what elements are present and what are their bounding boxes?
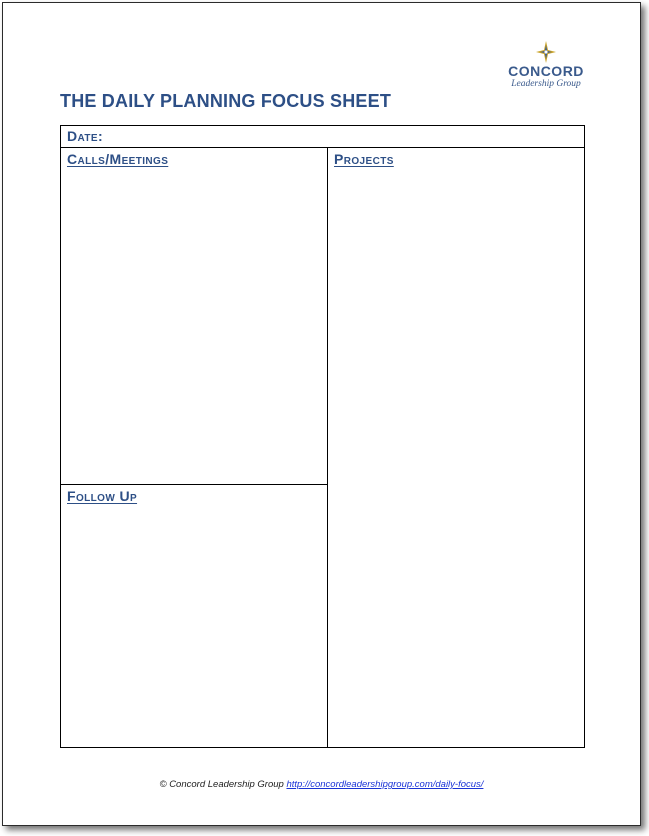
footer-link[interactable]: http://concordleadershipgroup.com/daily-focus/: [286, 779, 484, 790]
compass-star-icon: [536, 41, 556, 63]
date-label: Date:: [67, 128, 104, 144]
projects-box[interactable]: [328, 148, 584, 747]
page-title: THE DAILY PLANNING FOCUS SHEET: [60, 91, 392, 111]
calls-meetings-box[interactable]: [61, 148, 328, 485]
date-row[interactable]: [61, 126, 584, 148]
follow-up-heading: Follow Up: [67, 488, 138, 504]
projects-heading: Projects: [334, 151, 394, 167]
logo-tagline: Leadership Group: [511, 79, 581, 89]
document-page: [2, 2, 641, 826]
concord-logo: [501, 41, 591, 90]
follow-up-box[interactable]: [61, 485, 328, 747]
planning-form: [60, 125, 585, 748]
footer: [3, 779, 640, 790]
footer-copyright: © Concord Leadership Group: [159, 779, 284, 790]
logo-wordmark: CONCORD: [508, 63, 584, 79]
calls-meetings-heading: Calls/Meetings: [67, 151, 169, 167]
